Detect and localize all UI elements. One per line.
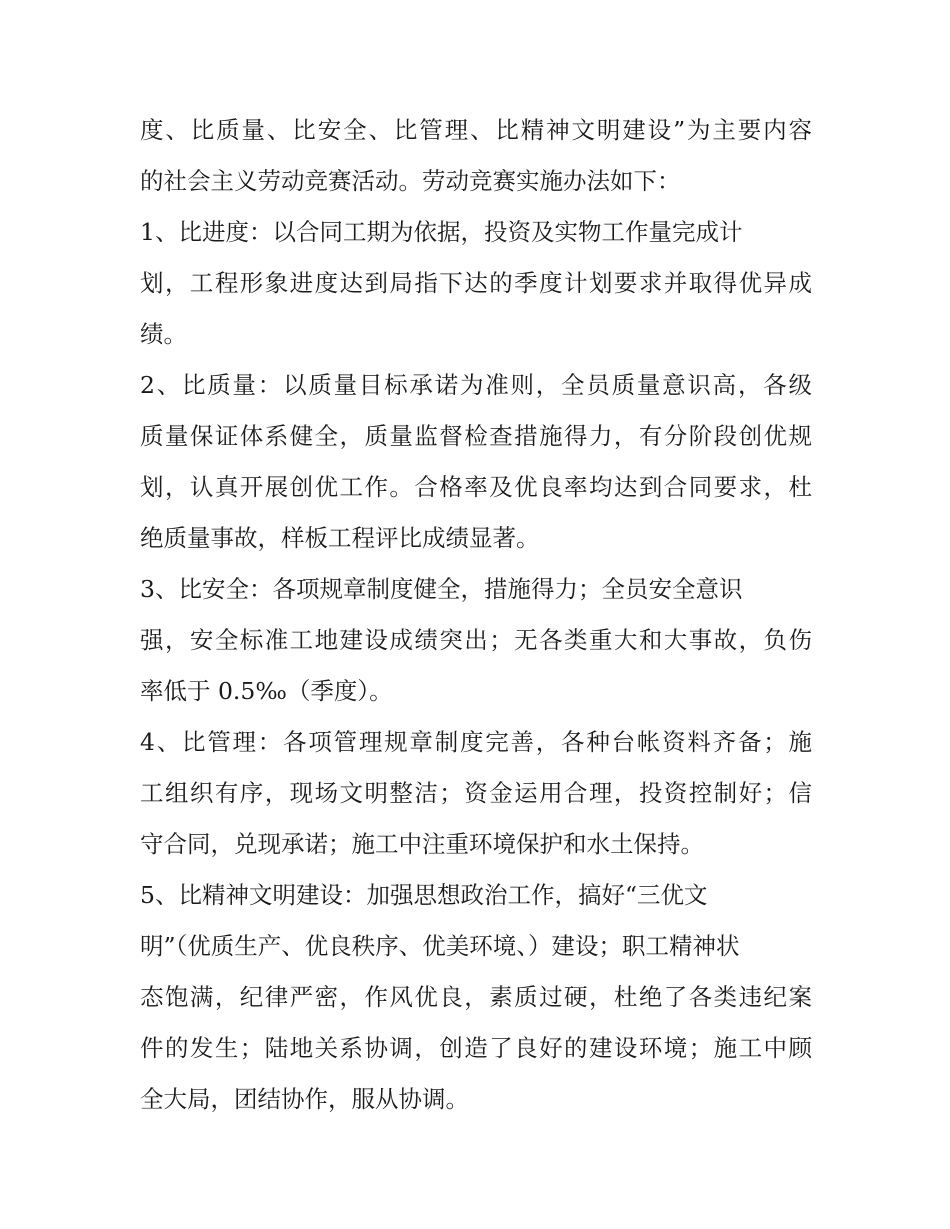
text-line: 明”（优质生产、优良秩序、优美环境、）建设；职工精神状 [140, 932, 740, 960]
text-line: 划，工程形象进度达到局指下达的季度计划要求并取得优异成 [140, 269, 812, 297]
text-line: 1、比进度：以合同工期为依据，投资及实物工作量完成计 [140, 218, 743, 246]
text-line: 质量保证体系健全，质量监督检查措施得力，有分阶段创优规 [140, 422, 812, 450]
document-body [140, 105, 812, 1125]
text-line: 5、比精神文明建设：加强思想政治工作，搞好“三优文 [140, 881, 708, 909]
text-line: 工组织有序，现场文明整洁；资金运用合理，投资控制好；信 [140, 779, 812, 807]
text-line: 件的发生；陆地关系协调，创造了良好的建设环境；施工中顾 [140, 1034, 812, 1062]
text-line: 2、比质量：以质量目标承诺为准则，全员质量意识高，各级 [140, 371, 812, 399]
text-line: 全大局，团结协作，服从协调。 [140, 1085, 469, 1113]
text-line: 强，安全标准工地建设成绩突出；无各类重大和大事故，负伤 [140, 626, 812, 654]
text-line: 绝质量事故，样板工程评比成绩显著。 [140, 524, 540, 552]
text-line: 的社会主义劳动竞赛活动。劳动竞赛实施办法如下： [140, 167, 681, 195]
text-line: 率低于 0.5‰（季度）。 [140, 677, 393, 705]
text-line: 划，认真开展创优工作。合格率及优良率均达到合同要求，杜 [140, 473, 812, 501]
text-line: 4、比管理：各项管理规章制度完善，各种台帐资料齐备；施 [140, 728, 812, 756]
text-line: 3、比安全：各项规章制度健全，措施得力；全员安全意识 [140, 575, 743, 603]
text-line: 态饱满，纪律严密，作风优良，素质过硬，杜绝了各类违纪案 [140, 983, 812, 1011]
text-line: 度、比质量、比安全、比管理、比精神文明建设”为主要内容 [140, 116, 812, 144]
text-line: 守合同，兑现承诺；施工中注重环境保护和水土保持。 [140, 830, 704, 858]
text-line: 绩。 [140, 320, 187, 348]
